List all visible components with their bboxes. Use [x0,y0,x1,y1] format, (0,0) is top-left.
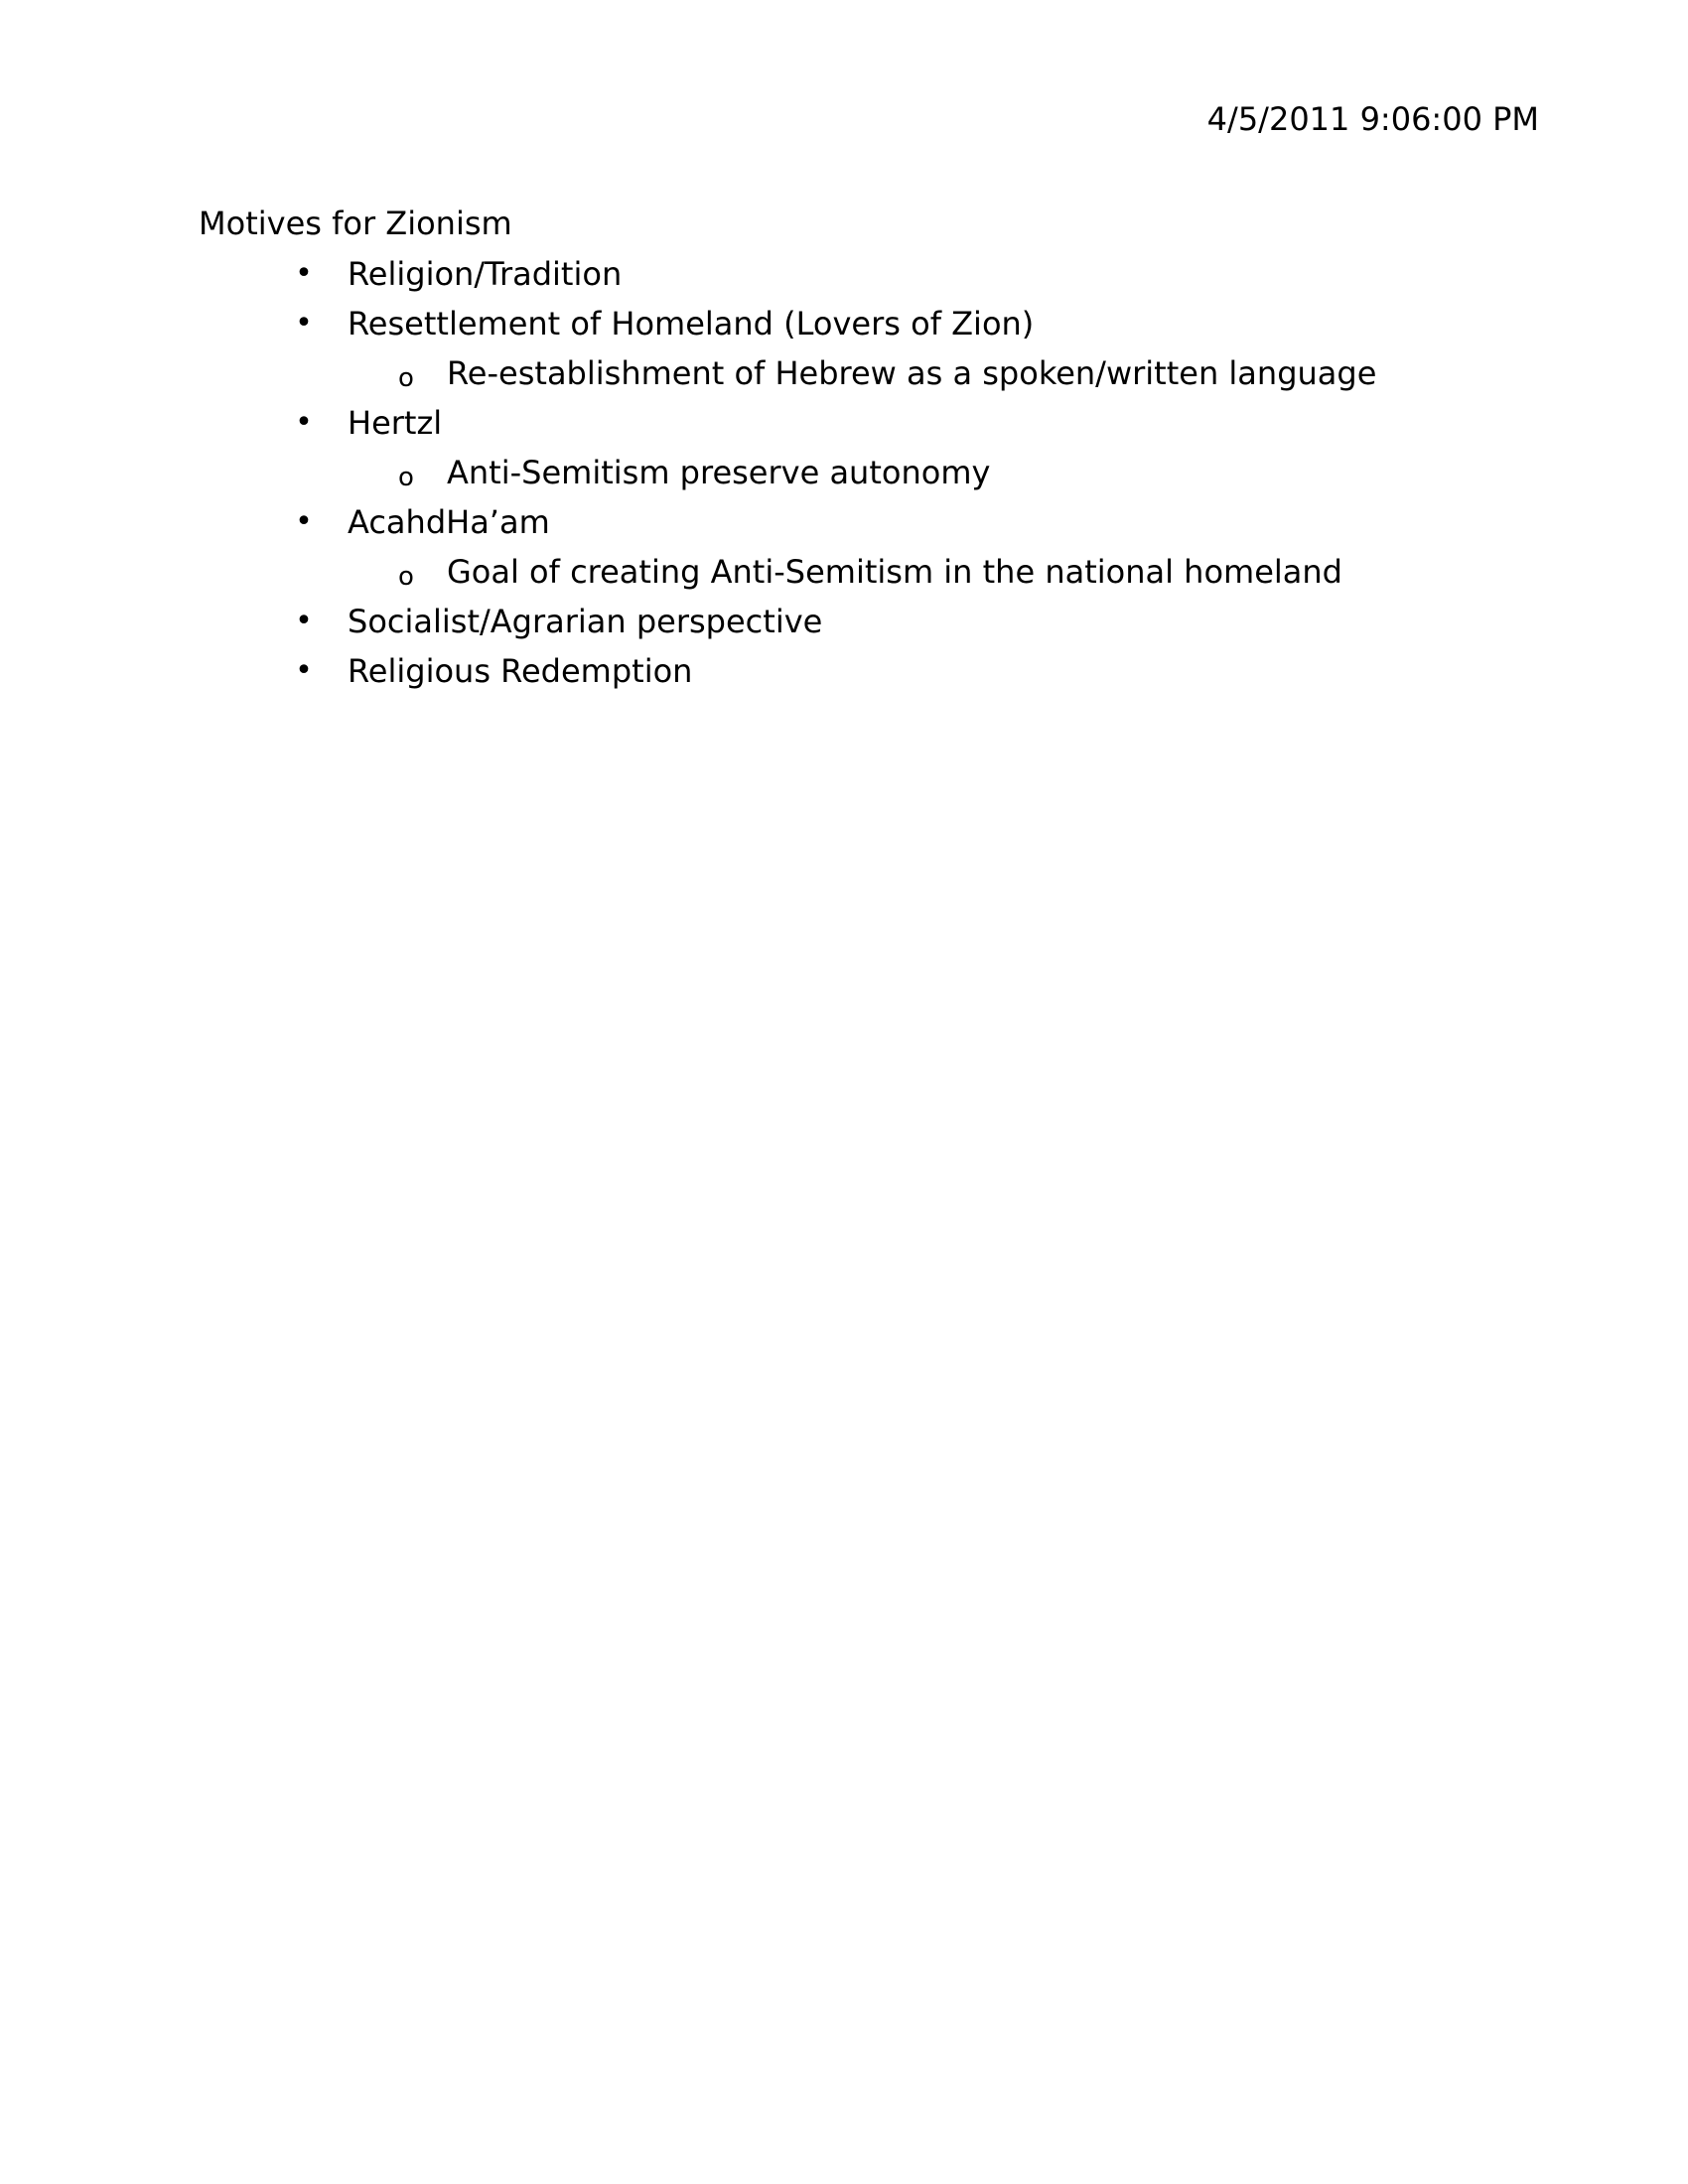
list-item-religious-redemption [0,649,1688,699]
list-item-hertzl [0,401,1688,451]
list-item-text: Religious Redemption [348,652,693,690]
list-item-text: Hertzl [348,404,443,442]
list-item-religion-tradition [0,252,1688,302]
bullet-icon: • [295,256,313,291]
sub-list-item-hebrew [0,351,1688,401]
sub-list-item-text: Re-establishment of Hebrew as a spoken/written language [447,354,1377,392]
list-item-acahd-haam [0,500,1688,550]
bullet-icon: • [295,306,313,341]
sub-list-item-text: Anti-Semitism preserve autonomy [447,454,991,491]
list-item-text: Resettlement of Homeland (Lovers of Zion) [348,305,1035,342]
sub-list-item-national-homeland [0,550,1688,600]
hollow-bullet-icon: o [398,562,414,592]
sub-list-item-text: Goal of creating Anti-Semitism in the national homeland [447,553,1342,591]
list-item-text: AcahdHa’am [348,503,550,541]
hollow-bullet-icon: o [398,463,414,492]
motives-list [0,252,1688,699]
bullet-icon: • [295,604,313,638]
list-item-text: Religion/Tradition [348,255,623,293]
hollow-bullet-icon: o [398,363,414,393]
document-timestamp: 4/5/2011 9:06:00 PM [1206,100,1539,138]
bullet-icon: • [295,504,313,539]
list-item-socialist-agrarian [0,600,1688,649]
list-item-resettlement [0,302,1688,351]
bullet-icon: • [295,653,313,688]
list-item-text: Socialist/Agrarian perspective [348,603,823,640]
sub-list-item-autonomy [0,451,1688,500]
bullet-icon: • [295,405,313,440]
document-heading: Motives for Zionism [199,205,512,242]
